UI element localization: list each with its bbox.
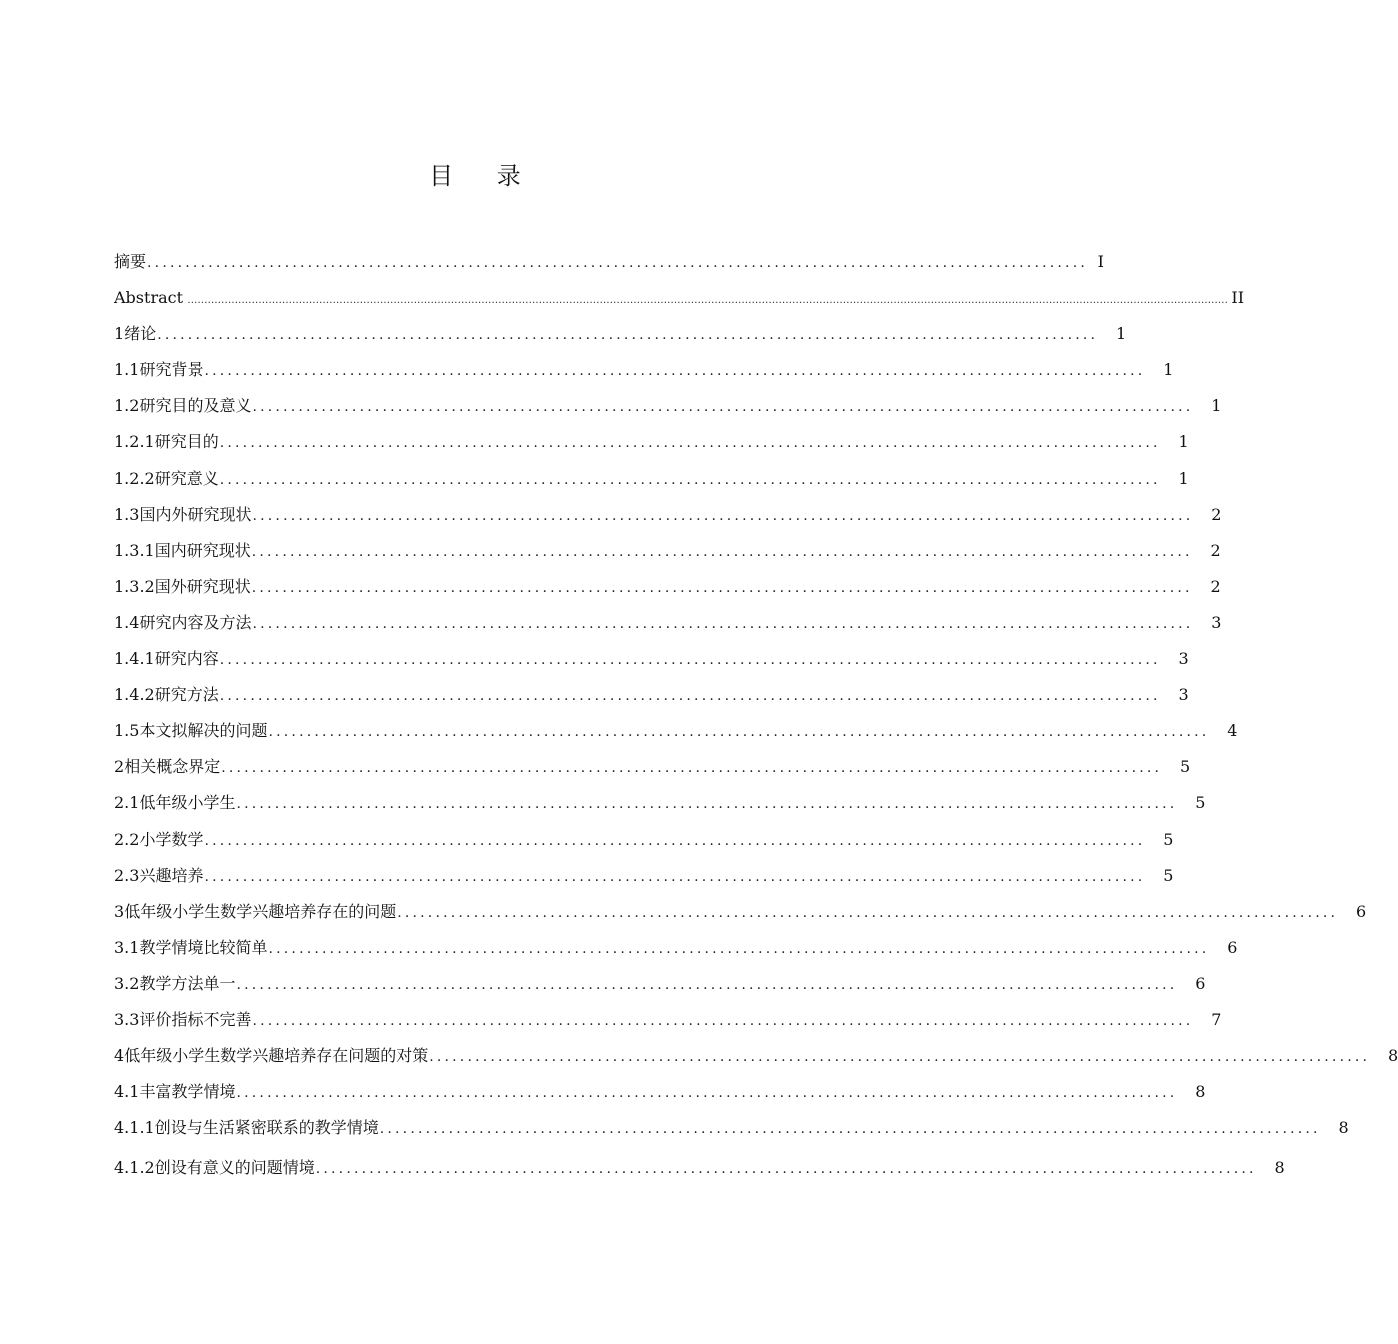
dot-leader: ........................................................................................................................... [315,1161,1257,1178]
toc-entry-page: 7 [1211,1009,1222,1029]
toc-entry-abstract-en[interactable] [114,286,1245,322]
toc-entry-number: 1.2.1 [114,432,155,452]
dot-leader: ........................................................................................................................... [252,1012,1194,1029]
dot-leader: ........................................................................................................................... [268,724,1210,741]
toc-entry-2[interactable] [114,755,1191,791]
toc-entry-page: 3 [1211,612,1222,632]
toc-entry-1-4[interactable] [114,611,1222,647]
toc-entry-number: 1.2.2 [114,468,155,488]
toc-entry-3[interactable] [114,900,1367,936]
toc-entry-page: 6 [1356,901,1367,921]
toc-entry-number: 2.1 [114,793,140,813]
toc-entry-label: Abstract [114,288,184,308]
toc-entry-abstract-cn[interactable] [114,250,1104,286]
toc-entry-1-4-1[interactable] [114,647,1189,683]
toc-entry-label: 摘要 [114,252,147,271]
dot-leader: ........................................................................................................................... [268,940,1210,957]
toc-entry-label: 低年级小学生数学兴趣培养存在问题的对策 [124,1046,429,1066]
toc-entry-label: 研究目的 [154,432,219,452]
toc-entry-page: I [1097,252,1104,271]
toc-entry-4-1[interactable] [114,1080,1206,1116]
toc-entry-label: 教学方法单一 [139,973,236,993]
dot-leader: ........................................................................................................................... [252,399,1194,416]
toc-entry-number: 3.3 [114,1009,140,1029]
toc-entry-page: 1 [1116,324,1127,344]
toc-entry-number: 4 [114,1046,125,1066]
toc-entry-number: 3.1 [114,937,140,957]
toc-entry-number: 2.3 [114,865,140,885]
toc-entry-page: 8 [1195,1082,1206,1102]
toc-entry-3-1[interactable] [114,936,1238,972]
toc-entry-number: 4.1.1 [114,1118,155,1138]
dot-leader: ........................................................................................................................... [252,615,1194,632]
toc-entry-2-1[interactable] [114,791,1206,827]
toc-entry-label: 教学情境比较简单 [139,937,268,957]
dot-leader: ........................................................................................................................... [219,435,1161,452]
dot-leader: ........................................................................................................................... [219,471,1161,488]
toc-entry-number: 1.1 [114,360,140,380]
dot-leader: ........................................................................................................................... [221,760,1163,777]
dot-leader: ........................................................................................................................... [429,1049,1371,1066]
toc-entry-label: 低年级小学生 [139,793,236,813]
toc-entry-label: 研究背景 [139,360,204,380]
toc-entry-number: 1.3 [114,504,140,524]
toc-entry-label: 小学数学 [139,829,204,849]
dot-leader: .................................................................................................................................................................................................................................................................................................................... [184,295,1229,307]
toc-entry-1-1[interactable] [114,358,1174,394]
dot-leader: ........................................................................................................................... [252,507,1194,524]
toc-entry-page: 5 [1195,793,1206,813]
toc-entry-page: 5 [1163,865,1174,885]
toc-entry-page: 8 [1388,1046,1398,1066]
toc-entry-label: 研究内容及方法 [139,612,252,632]
toc-entry-page: 1 [1163,360,1174,380]
toc-entry-page: 1 [1178,432,1189,452]
toc-entry-3-2[interactable] [114,972,1206,1008]
dot-leader: ........................................................................................................................... [157,327,1099,344]
toc-entry-page: 6 [1195,973,1206,993]
toc-entry-1-3-2[interactable] [114,575,1221,611]
toc-entry-page: 5 [1180,757,1191,777]
table-of-contents [114,250,1398,1192]
dot-leader: ........................................................................................................................... [204,832,1146,849]
toc-entry-label: 本文拟解决的问题 [139,721,268,741]
toc-entry-label: 研究方法 [154,685,219,705]
toc-entry-page: 5 [1163,829,1174,849]
toc-entry-label: 兴趣培养 [139,865,204,885]
toc-entry-number: 3 [114,901,125,921]
toc-entry-1-5[interactable] [114,719,1238,755]
toc-entry-4[interactable] [114,1044,1398,1080]
toc-entry-number: 1.4 [114,612,140,632]
toc-entry-3-3[interactable] [114,1008,1222,1044]
toc-entry-1-2[interactable] [114,394,1222,430]
toc-entry-page: 8 [1338,1118,1349,1138]
dot-leader: ........................................................................................................................... [236,796,1178,813]
toc-entry-label: 国内研究现状 [154,540,251,560]
toc-entry-number: 3.2 [114,973,140,993]
toc-entry-label: 国外研究现状 [154,576,251,596]
toc-entry-label: 国内外研究现状 [139,504,252,524]
toc-entry-page: II [1231,288,1245,308]
page-title: 目 录 [429,162,539,190]
toc-entry-1-2-2[interactable] [114,467,1189,503]
dot-leader: ........................................................................................................................... [251,579,1193,596]
toc-entry-number: 1.3.2 [114,576,155,596]
toc-entry-page: 2 [1210,540,1221,560]
toc-entry-4-1-2[interactable] [114,1156,1285,1192]
toc-entry-number: 1 [114,324,125,344]
toc-entry-number: 1.2 [114,396,140,416]
toc-entry-number: 4.1.2 [114,1158,155,1178]
toc-entry-label: 创设有意义的问题情境 [154,1158,315,1178]
toc-entry-label: 相关概念界定 [124,757,221,777]
toc-entry-1-3[interactable] [114,503,1222,539]
toc-entry-page: 1 [1178,468,1189,488]
toc-entry-label: 绪论 [124,324,157,344]
dot-leader: ........................................................................................................................... [251,543,1193,560]
toc-entry-2-2[interactable] [114,828,1174,864]
toc-entry-number: 1.4.2 [114,685,155,705]
dot-leader: ........................................................................................................................... [219,652,1161,669]
toc-entry-1-2-1[interactable] [114,430,1189,466]
toc-entry-page: 1 [1211,396,1222,416]
toc-entry-page: 6 [1227,937,1238,957]
toc-entry-page: 8 [1274,1158,1285,1178]
dot-leader: ........................................................................................................................... [236,1085,1178,1102]
dot-leader: ........................................................................................................................... [147,255,1088,271]
toc-entry-1[interactable] [114,322,1127,358]
toc-entry-label: 低年级小学生数学兴趣培养存在的问题 [124,901,397,921]
dot-leader: ........................................................................................................................... [219,688,1161,705]
dot-leader: ........................................................................................................................... [236,976,1178,993]
toc-entry-1-3-1[interactable] [114,539,1221,575]
dot-leader: ........................................................................................................................... [204,363,1146,380]
toc-entry-1-4-2[interactable] [114,683,1189,719]
toc-entry-number: 1.4.1 [114,649,155,669]
toc-entry-label: 研究目的及意义 [139,396,252,416]
toc-entry-4-1-1[interactable] [114,1116,1349,1156]
toc-entry-page: 2 [1211,504,1222,524]
dot-leader: ........................................................................................................................... [379,1121,1321,1138]
toc-entry-page: 3 [1178,685,1189,705]
toc-entry-number: 1.3.1 [114,540,155,560]
toc-entry-label: 研究内容 [154,649,219,669]
toc-entry-page: 2 [1210,576,1221,596]
dot-leader: ........................................................................................................................... [397,904,1339,921]
toc-entry-label: 评价指标不完善 [139,1009,252,1029]
toc-entry-number: 2.2 [114,829,140,849]
toc-entry-page: 3 [1178,649,1189,669]
toc-entry-2-3[interactable] [114,864,1174,900]
dot-leader: ........................................................................................................................... [204,868,1146,885]
toc-entry-number: 1.5 [114,721,140,741]
toc-entry-page: 4 [1227,721,1238,741]
toc-entry-label: 创设与生活紧密联系的教学情境 [154,1118,379,1138]
toc-entry-label: 丰富教学情境 [139,1082,236,1102]
toc-entry-label: 研究意义 [154,468,219,488]
toc-entry-number: 2 [114,757,125,777]
toc-entry-number: 4.1 [114,1082,140,1102]
